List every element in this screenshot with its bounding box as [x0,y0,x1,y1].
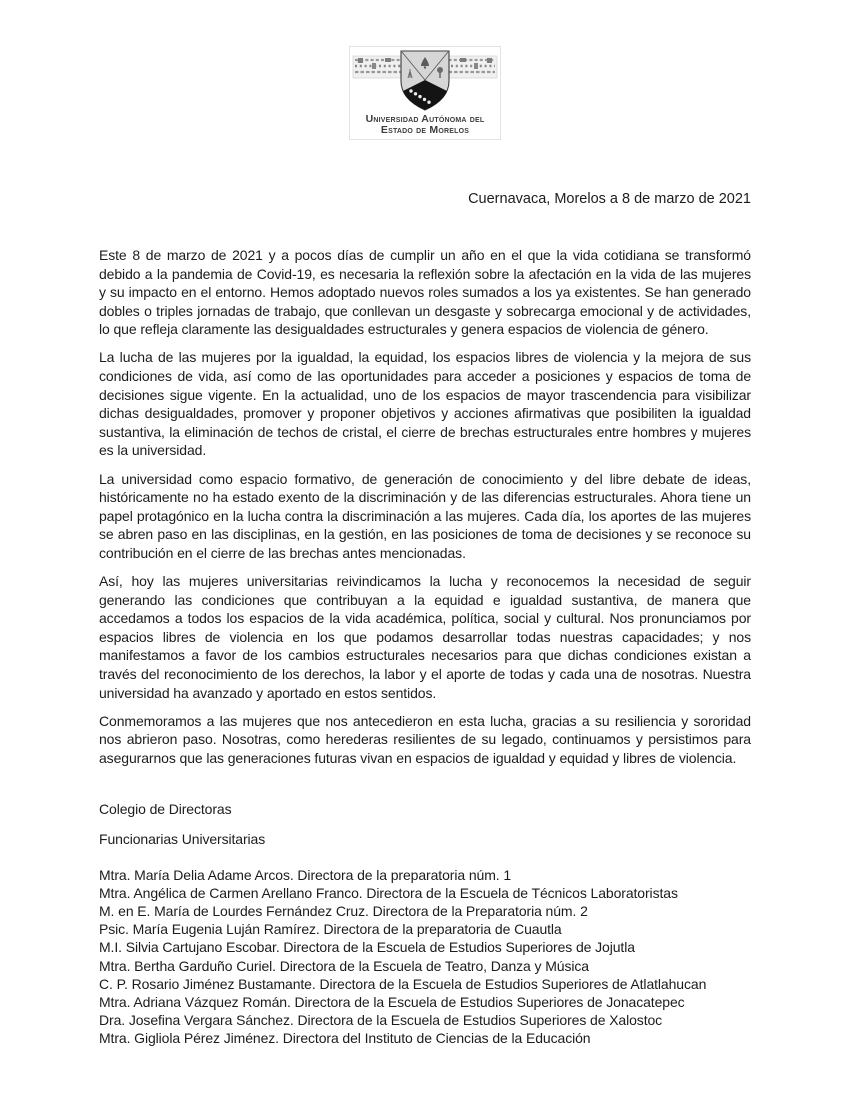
letter-body [99,246,751,1048]
paragraph-2: La lucha de las mujeres por la igualdad, la equidad, los espacios libres de violencia y la mejora de sus condiciones de vida, así como de las oportunidades para acceder a posiciones y espacios de toma de decisiones sigue vigente. En la actualidad, uno de los espacios de mayor trascendencia para visibilizar dichas desigualdades, promover y proponer objetivos y acciones afirmativas que posibiliten la igualdad sustantiva, la eliminación de techos de cristal, el cierre de brechas estructurales entre hombres y mujeres es la universidad. [99,349,751,459]
crest-shield [401,51,449,110]
university-name-line2: Estado de Morelos [380,124,470,136]
signatory-group-title: Colegio de Directoras [99,801,232,818]
letter-content [99,192,751,1048]
paragraph-5: Conmemoramos a las mujeres que nos antecedieron en esta lucha, gracias a su resiliencia y sororidad nos abrieron paso. Nosotras, como herederas resilientes de su legado, continuamos y persistimos para asegurarnos que las generaciones futuras vivan en espacios de igualdad y equidad y libres de violencia. [99,712,751,766]
paragraph-1: Este 8 de marzo de 2021 y a pocos días de cumplir un año en el que la vida cotidiana se transformó debido a la pandemia de Covid-19, es necesaria la reflexión sobre la afectación en la vida de las mujeres y su impacto en el entorno. Hemos adoptado nuevos roles sumados a los ya existentes. Se han generado dobles o triples jornadas de trabajo, que conllevan un desgaste y sobrecarga emocional y de actividades, lo que refleja claramente las desigualdades estructurales y genera espacios de violencia de género. [99,247,751,338]
signatory-list [99,866,751,1048]
closing-block [99,800,751,1047]
letterhead [0,0,850,140]
paragraph-3: La universidad como espacio formativo, de generación de conocimiento y del libre debate de ideas, históricamente no ha estado exento de la discriminación y de las diferencias estructurales. Ahora tiene un papel protagónico en la lucha contra la discriminación a las mujeres. Cada día, los aportes de las mujeres se abren paso en las disciplinas, en la gestión, en las posiciones de toma de decisiones y se reconoce su contribución en el cierre de las brechas antes mencionadas. [99,470,751,561]
university-logo [349,46,501,140]
signatory: Mtra. Adriana Vázquez Román. Directora de la Escuela de Estudios Superiores de Jonacatepec [99,994,685,1011]
paragraph-4: Así, hoy las mujeres universitarias reivindicamos la lucha y reconocemos la necesidad de seguir generando las condiciones que contribuyan a la equidad e igualdad sustantiva, de manera que accedamos a todos los espacios de la vida académica, política, social y cultural. Nos pronunciamos por espacios libres de violencia en los que podamos desarrollar todas nuestras capacidades; y nos manifestamos a favor de los cambios estructurales necesarios para que dichas condiciones existan a través del reconocimiento de los derechos, la labor y el aporte de todas y cada una de nosotras. Nuestra universidad ha avanzado y aportado en estos sentidos. [99,573,751,701]
signatory: Psic. María Eugenia Luján Ramírez. Directora de la preparatoria de Cuautla [99,921,562,938]
university-name-line1: Universidad Autónoma del [365,113,485,125]
signatory: Mtra. María Delia Adame Arcos. Directora de la preparatoria núm. 1 [99,866,512,883]
signatory: Mtra. Bertha Garduño Curiel. Directora de la Escuela de Teatro, Danza y Música [99,957,589,974]
signatory: M. en E. María de Lourdes Fernández Cruz. Directora de la Preparatoria núm. 2 [99,903,588,920]
university-name [350,114,500,136]
signatory: M.I. Silvia Cartujano Escobar. Directora de la Escuela de Estudios Superiores de Jojutla [99,939,635,956]
signatory-subgroup-title: Funcionarias Universitarias [99,831,266,848]
signatory: Mtra. Angélica de Carmen Arellano Franco. Directora de la Escuela de Técnicos Laboratoristas [99,884,678,901]
dateline: Cuernavaca, Morelos a 8 de marzo de 2021 [468,191,751,207]
signatory: Mtra. Gigliola Pérez Jiménez. Directora del Instituto de Ciencias de la Educación [99,1030,591,1047]
signatory: C. P. Rosario Jiménez Bustamante. Directora de la Escuela de Estudios Superiores de Atlatlahucan [99,975,707,992]
signatory: Dra. Josefina Vergara Sánchez. Directora de la Escuela de Estudios Superiores de Xalostoc [99,1012,663,1029]
uaem-crest-icon [352,49,498,113]
